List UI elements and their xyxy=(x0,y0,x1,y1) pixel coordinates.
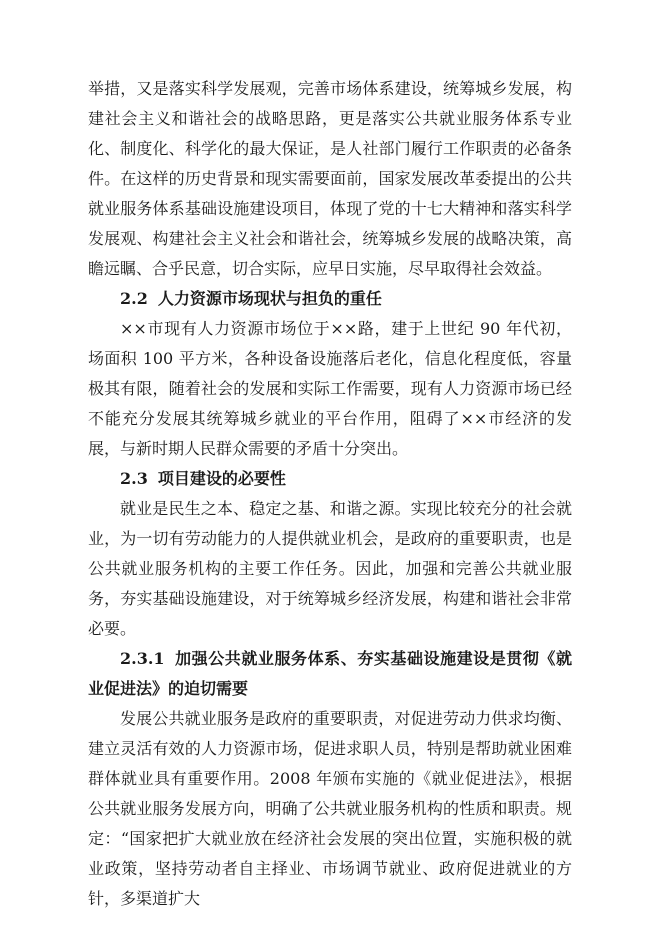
document-body xyxy=(88,74,572,914)
section-number: 2.3.1 xyxy=(120,649,165,668)
paragraph-2-3-1: 发展公共就业服务是政府的重要职责，对促进劳动力供求均衡、建立灵活有效的人力资源市场，促进求职人员，特别是帮助就业困难群体就业具有重要作用。2008 年颁布实施的《就业促进法》，根据公共就业服务发展方向，明确了公共就业服务机构的性质和职责。规定：“国家把扩大就业放在经济社会发展的突出位置，实施积极的就业政策，坚持劳动者自主择业、市场调节就业、政府促进就业的方针，多渠道扩大 xyxy=(88,709,572,908)
section-heading-2-3-1 xyxy=(88,644,572,704)
section-heading-2-3 xyxy=(88,464,572,494)
section-title: 加强公共就业服务体系、夯实基础设施建设是贯彻《就业促进法》的迫切需要 xyxy=(88,649,572,698)
paragraph-continued: 举措，又是落实科学发展观，完善市场体系建设，统筹城乡发展，构建社会主义和谐社会的战略思路，更是落实公共就业服务体系专业化、制度化、科学化的最大保证，是人社部门履行工作职责的必备条件。在这样的历史背景和现实需要面前，国家发展改革委提出的公共就业服务体系基础设施建设项目，体现了党的十七大精神和落实科学发展观、构建社会主义社会和谐社会，统筹城乡发展的战略决策，高瞻远瞩、合乎民意，切合实际，应早日实施，尽早取得社会效益。 xyxy=(88,79,572,278)
section-title: 项目建设的必要性 xyxy=(157,469,286,488)
paragraph-2-3: 就业是民生之本、稳定之基、和谐之源。实现比较充分的社会就业，为一切有劳动能力的人提供就业机会，是政府的重要职责，也是公共就业服务机构的主要工作任务。因此，加强和完善公共就业服务，夯实基础设施建设，对于统筹城乡经济发展，构建和谐社会非常必要。 xyxy=(88,499,572,638)
paragraph-2-2: ××市现有人力资源市场位于××路，建于上世纪 90 年代初，场面积 100 平方米，各种设备设施落后老化，信息化程度低，容量极其有限，随着社会的发展和实际工作需要，现有人力资源市场已经不能充分发展其统筹城乡就业的平台作用，阻碍了××市经济的发展，与新时期人民群众需要的矛盾十分突出。 xyxy=(88,319,572,458)
section-heading-2-2 xyxy=(88,284,572,314)
section-number: 2.3 xyxy=(120,469,148,488)
section-number: 2.2 xyxy=(120,289,148,308)
section-title: 人力资源市场现状与担负的重任 xyxy=(157,289,382,308)
